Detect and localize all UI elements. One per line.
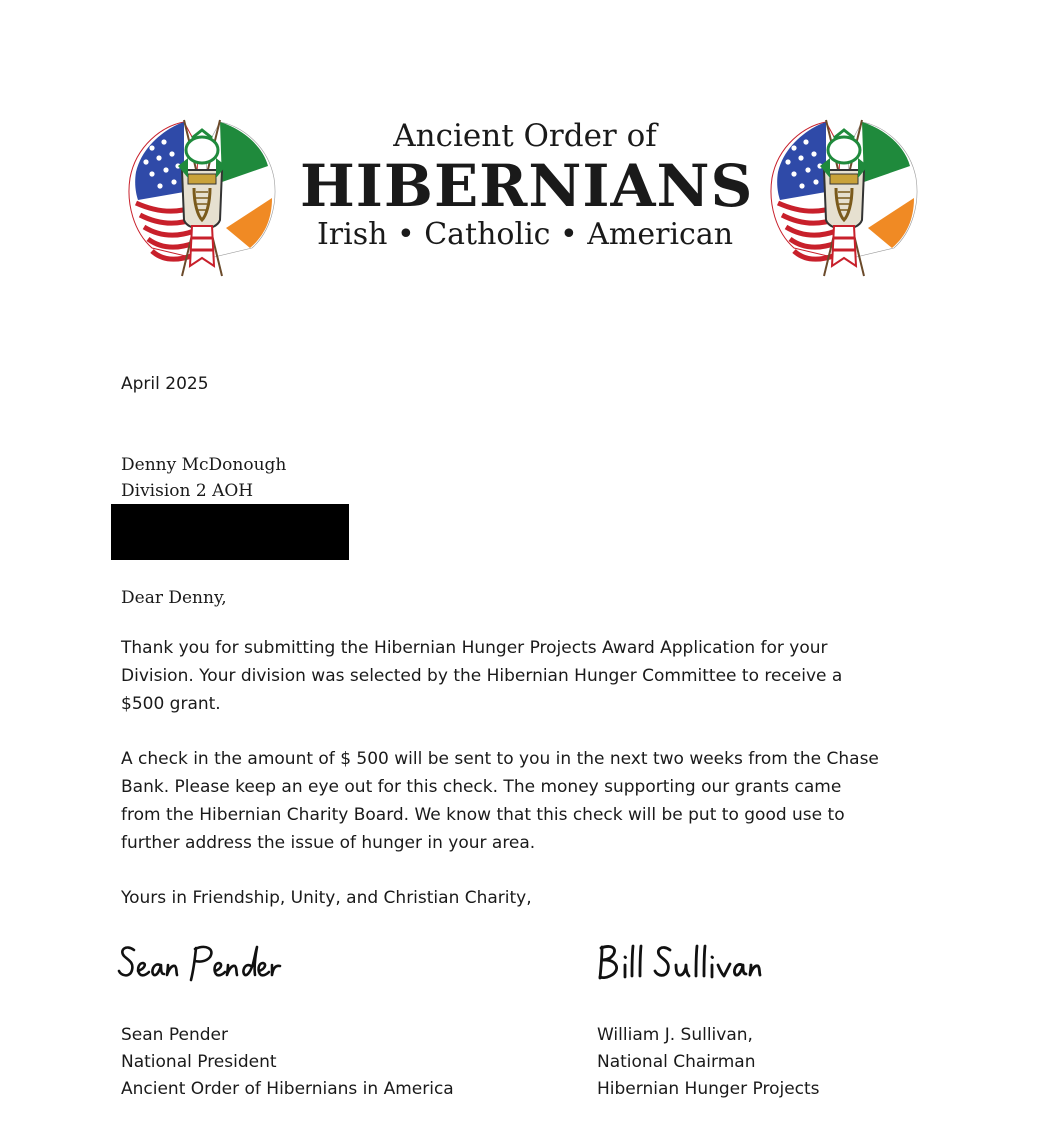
signer-2-name: William J. Sullivan, — [597, 1025, 753, 1045]
recipient-name: Denny McDonough — [121, 455, 287, 475]
signer-1-name: Sean Pender — [121, 1025, 228, 1045]
aoh-flags-crest-icon — [764, 108, 924, 280]
organization-name — [300, 118, 754, 252]
recipient-division: Division 2 AOH — [121, 481, 254, 501]
letter-date: April 2025 — [121, 374, 209, 394]
signer-2-organization: Hibernian Hunger Projects — [597, 1079, 820, 1099]
redacted-address — [111, 504, 349, 560]
paragraph-2-line: further address the issue of hunger in your area. — [121, 833, 536, 853]
paragraph-1-line: $500 grant. — [121, 694, 221, 714]
paragraph-1-line: Division. Your division was selected by the Hibernian Hunger Committee to receive a — [121, 666, 843, 686]
closing: Yours in Friendship, Unity, and Christian Charity, — [121, 888, 532, 908]
signer-2-title: National Chairman — [597, 1052, 756, 1072]
paragraph-1-line: Thank you for submitting the Hibernian Hunger Projects Award Application for your — [121, 638, 828, 658]
signer-1-organization: Ancient Order of Hibernians in America — [121, 1079, 454, 1099]
signature-bill-sullivan — [594, 938, 794, 988]
letterhead — [0, 100, 1041, 290]
salutation: Dear Denny, — [121, 588, 227, 608]
org-name-line-2: HIBERNIANS — [300, 152, 754, 220]
signature-sean-pender — [116, 938, 286, 988]
paragraph-2-line: A check in the amount of $ 500 will be sent to you in the next two weeks from the Chase — [121, 749, 879, 769]
aoh-flags-crest-icon — [122, 108, 282, 280]
paragraph-2-line: Bank. Please keep an eye out for this check. The money supporting our grants came — [121, 777, 842, 797]
org-name-line-1: Ancient Order of — [393, 118, 657, 154]
paragraph-2-line: from the Hibernian Charity Board. We know that this check will be put to good use to — [121, 805, 845, 825]
org-tagline: Irish • Catholic • American — [316, 217, 734, 252]
signer-1-title: National President — [121, 1052, 277, 1072]
